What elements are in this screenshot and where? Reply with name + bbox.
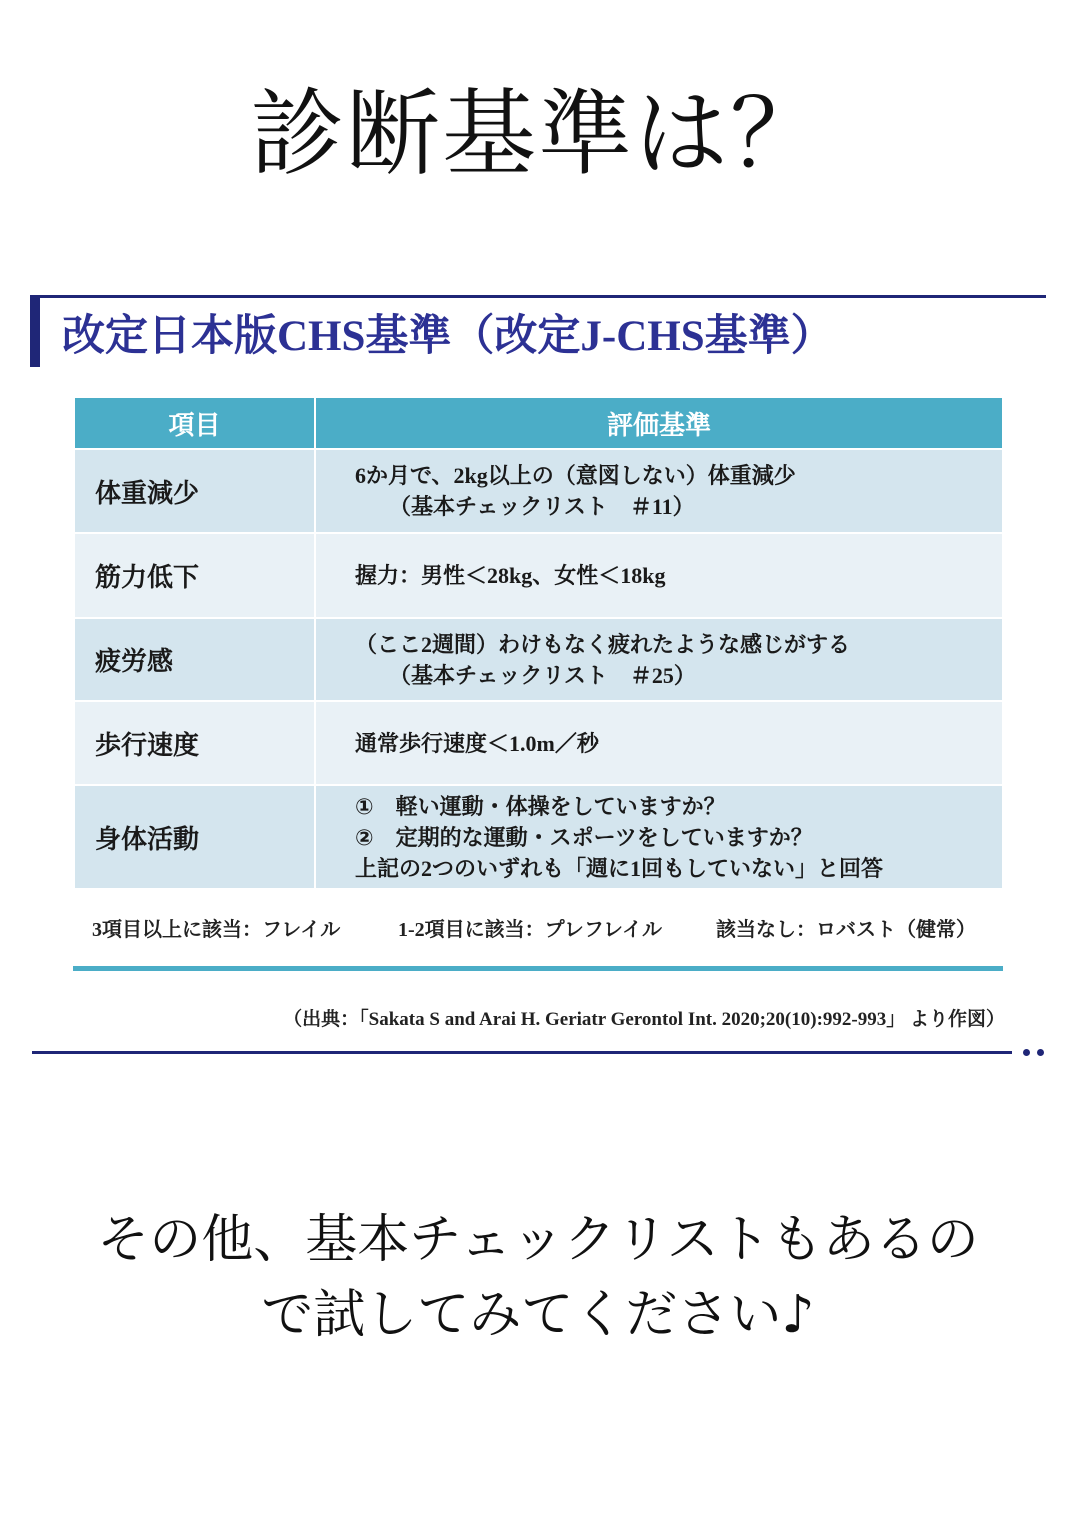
criteria-line: （基本チェックリスト ＃11） bbox=[389, 494, 695, 519]
table-row bbox=[75, 450, 1002, 532]
criteria-table bbox=[75, 398, 1002, 888]
item-cell bbox=[75, 534, 314, 617]
classification-robust: 該当なし：ロバスト（健常） bbox=[716, 919, 976, 941]
criteria-line: 上記の2つのいずれも「週に1回もしていない」と回答 bbox=[355, 855, 884, 881]
criteria-cell bbox=[316, 450, 1002, 532]
criteria-cell bbox=[316, 786, 1002, 888]
criteria-line: 6か月で、2kg以上の（意図しない）体重減少 bbox=[355, 463, 796, 488]
item-label: 疲労感 bbox=[95, 647, 174, 677]
header-criteria: 評価基準 bbox=[316, 398, 1002, 448]
item-label: 体重減少 bbox=[95, 478, 200, 509]
criteria-cell bbox=[316, 534, 1002, 617]
closing-message bbox=[0, 1203, 1076, 1353]
decorative-dot bbox=[1023, 1049, 1030, 1056]
slide-heading-accent-bar bbox=[30, 295, 40, 367]
item-cell bbox=[75, 702, 314, 784]
item-cell bbox=[75, 786, 314, 888]
item-label: 筋力低下 bbox=[95, 563, 200, 593]
header-item: 項目 bbox=[75, 398, 314, 448]
message-line: で試してみてください♪ bbox=[261, 1285, 815, 1345]
criteria-line: ② 定期的な運動・スポーツをしていますか？ bbox=[355, 824, 813, 850]
table-bottom-rule bbox=[73, 966, 1003, 971]
item-cell bbox=[75, 450, 314, 532]
criteria-cell bbox=[316, 702, 1002, 784]
item-cell bbox=[75, 619, 314, 700]
page-title: 診断基準は？ bbox=[249, 80, 826, 189]
table-row bbox=[75, 786, 1002, 888]
decorative-dot bbox=[1037, 1049, 1044, 1056]
criteria-cell bbox=[316, 619, 1002, 700]
source-citation: （出典：「Sakata S and Arai H. Geriatr Gerontol Int. 2020;20(10):992-993」 より作図） bbox=[283, 1009, 1005, 1030]
criteria-line: （基本チェックリスト ＃25） bbox=[389, 662, 696, 688]
item-label: 歩行速度 bbox=[95, 730, 200, 761]
criteria-line: （ここ2週間）わけもなく疲れたような感じがする bbox=[355, 631, 851, 657]
slide-heading: 改定日本版CHS基準（改定J-CHS基準） bbox=[62, 313, 834, 360]
slide-top-rule bbox=[30, 295, 1046, 298]
criteria-line: 通常歩行速度＜1.0m／秒 bbox=[355, 730, 599, 756]
item-label: 身体活動 bbox=[95, 824, 200, 855]
table-row bbox=[75, 702, 1002, 784]
slide-bottom-rule bbox=[32, 1051, 1012, 1054]
message-line: その他、基本チェックリストもあるの bbox=[97, 1210, 979, 1270]
table-row bbox=[75, 619, 1002, 700]
classification-frail: 3項目以上に該当：フレイル bbox=[92, 919, 341, 941]
criteria-line: ① 軽い運動・体操をしていますか？ bbox=[355, 793, 726, 819]
criteria-line: 握力：男性＜28kg、女性＜18kg bbox=[355, 563, 666, 588]
table-header-row bbox=[75, 398, 1002, 448]
classification-prefrail: 1-2項目に該当：プレフレイル bbox=[398, 919, 663, 941]
table-row bbox=[75, 534, 1002, 617]
